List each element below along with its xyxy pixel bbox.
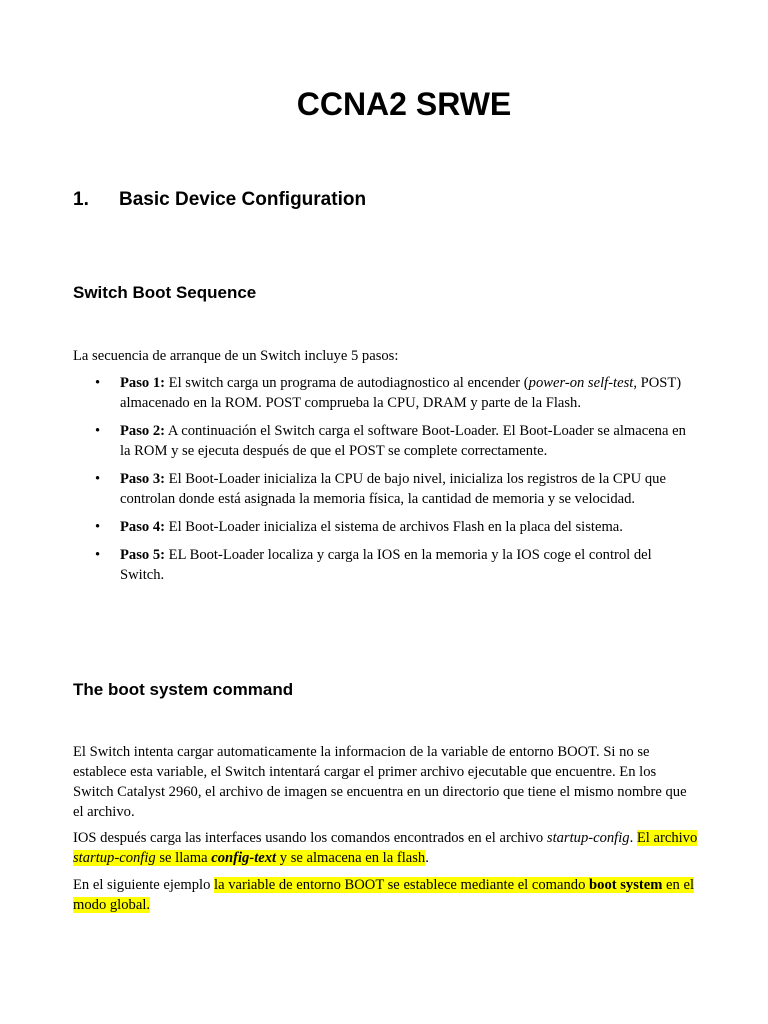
text-run: En el siguiente ejemplo — [73, 877, 215, 893]
boot-system-paragraph-1: El Switch intenta cargar automaticamente la informacion de la variable de entorno BOOT. Si no se establece esta variable, el Switch intentará cargar el primer archivo ejecutable que encuentre. En los Switch Catalyst 2960, el archivo de imagen se encuentra en un directorio que tiene el mismo nombre que el archivo. — [73, 744, 687, 820]
bullet-icon: • — [95, 423, 101, 439]
text-run: IOS después carga las interfaces usando los comandos encontrados en el archivo — [73, 830, 547, 846]
text-run: en el modo global. — [73, 877, 695, 913]
boot-sequence-heading: Switch Boot Sequence — [73, 283, 257, 302]
boot-steps-list — [73, 373, 698, 593]
bullet-icon: • — [95, 471, 101, 487]
boot-sequence-intro: La secuencia de arranque de un Switch incluye 5 pasos: — [73, 348, 399, 364]
list-item — [73, 421, 698, 461]
text-run: la variable de entorno BOOT se establece mediante el comando — [214, 877, 590, 893]
section-heading — [73, 188, 366, 212]
text-run-bold: boot system — [589, 877, 663, 893]
bullet-icon: • — [95, 519, 101, 535]
step-text: El Boot-Loader inicializa el sistema de archivos Flash en la placa del sistema. — [165, 519, 623, 535]
step-text-italic: power-on self-test — [528, 375, 634, 391]
step-label: Paso 2: — [120, 423, 165, 439]
list-item — [73, 545, 698, 585]
text-run: y se almacena en la flash — [276, 850, 426, 866]
boot-system-heading: The boot system command — [73, 680, 294, 699]
step-text: El Boot-Loader inicializa la CPU de bajo nivel, inicializa los registros de la CPU que controlan donde está asignada la memoria física, la cantidad de memoria y se velocidad. — [120, 471, 666, 507]
text-run: se llama — [155, 850, 212, 866]
step-text: , POST) almacenado en la ROM. POST comprueba la CPU, DRAM y parte de la Flash. — [120, 375, 682, 411]
text-run: . — [425, 850, 429, 866]
step-label: Paso 4: — [120, 519, 165, 535]
step-label: Paso 1: — [120, 375, 165, 391]
section-title: Basic Device Configuration — [119, 189, 367, 210]
boot-system-paragraph-3 — [73, 875, 698, 915]
step-label: Paso 5: — [120, 547, 165, 563]
step-label: Paso 3: — [120, 471, 165, 487]
step-text: A continuación el Switch carga el software Boot-Loader. El Boot-Loader se almacena en la ROM y se ejecuta después de que el POST se complete correctamente. — [120, 423, 686, 459]
step-text: EL Boot-Loader localiza y carga la IOS en la memoria y la IOS coge el control del Switch. — [120, 547, 652, 583]
list-item — [73, 373, 698, 413]
document-title: CCNA2 SRWE — [296, 86, 512, 122]
step-text: El switch carga un programa de autodiagnostico al encender ( — [165, 375, 529, 391]
section-number: 1. — [73, 189, 89, 210]
list-item — [73, 469, 698, 509]
list-item — [73, 517, 698, 537]
text-run-italic: startup-config — [73, 850, 156, 866]
text-run-bold-italic: config-text — [211, 850, 277, 866]
text-run: . — [629, 830, 637, 846]
boot-system-paragraph-2 — [73, 828, 698, 868]
bullet-icon: • — [95, 375, 101, 391]
text-run: El archivo — [636, 830, 698, 846]
text-run-italic: startup-config — [546, 830, 630, 846]
bullet-icon: • — [95, 547, 101, 563]
